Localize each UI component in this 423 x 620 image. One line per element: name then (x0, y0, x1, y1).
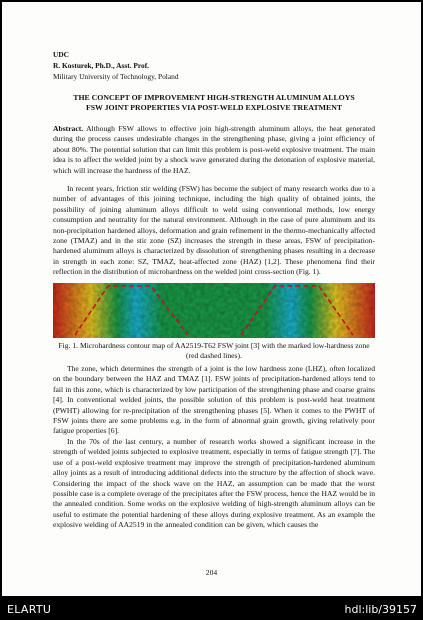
abstract-text: Although FSW allows to effective join high-strength aluminum alloys, the heat generated during the process causes undesirable changes in the strengthening phase, giving a joint efficiency of about 80%. The potential solution that can limit this problem is post-weld explosive treatment. The main idea is to affect the welded joint by a shock wave generated during the detonation of explosive material, which will increase the hardness of the HAZ. (53, 124, 375, 175)
repository-name[interactable]: ELARTU (7, 603, 52, 616)
paragraph-2: The zone, which determines the strength of a joint is the low hardness zone (LHZ), often localized on the boundary between the HAZ and TMAZ [1]. FSW joints of precipitation-hardened alloys tend to fail in this zone, which is characterized by low participation of the strengthening phase and coarse grains [4]. In conventional welded joints, the possible solution of this problem is post-weld heat treatment (PWHT) allowing for re-precipitation of the strengthening phases [5]. When it comes to the PWHT of FSW joints there are some problems e.g. in the form of abnormal grain growth, giving relatively poor fatigue properties [6]. (53, 364, 375, 436)
document-page (2, 2, 421, 596)
paragraph-3: In the 70s of the last century, a number of research works showed a significant increase in the strength of welded joints subjected to explosive treatment, especially in terms of fatigue strength [7]. The use of a post-weld explosive treatment may improve the strength of precipitation-hardened aluminum alloy joints as a result of introducing additional defects into the structure by the affection of shock wave. Considering the impact of the shock wave on the HAZ, an assumption can be made that the worst possible case is a complete overage of the precipitates after the FSW process, hence the HAZ would be in the annealed condition. Some works on the explosive welding of high-strength aluminum alloys can be useful to estimate the potential hardening of these alloys during explosive treatment. As an example the explosive welding of AA2519 in the annealed condition can be given, which causes the (53, 437, 375, 530)
handle-identifier[interactable]: hdl:lib/39157 (344, 603, 417, 616)
udc-label: UDC (53, 50, 70, 59)
author-affiliation: Military University of Technology, Poland (53, 72, 179, 81)
paragraph-1: In recent years, friction stir welding (FSW) has become the subject of many research works due to a number of advantages of this joining technique, including the high quality of obtained joints, the possibility of joining aluminum alloys difficult to weld using conventional methods, low energy consumption and neutrality for the natural environment. Although in the case of pure aluminum and its non-precipitation hardened alloys, deformation and grain refinement in the thermo-mechanically affected zone (TMAZ) and in the stir zone (SZ) increases the strength in these areas, FSW of precipitation-hardened aluminum alloys is characterized by dissolution of strengthening phases resulting in a decrease in strength in each zone: SZ, TMAZ, heat-affected zone (HAZ) [1,2]. These phenomena find their reflection in the distribution of microhardness on the welded joint cross-section (Fig. 1). (53, 184, 375, 277)
figure-caption: Fig. 1. Microhardness contour map of AA2519-T62 FSW joint [3] with the marked low-hardness zone (red dashed lines). (58, 341, 370, 361)
abstract-label: Abstract. (53, 124, 84, 133)
paper-title-line-1: THE CONCEPT OF IMPROVEMENT HIGH-STRENGTH ALUMINUM ALLOYS (73, 93, 355, 102)
repository-footer (0, 598, 423, 620)
contour-map-image (53, 283, 375, 338)
paper-title-line-2: FSW JOINT PROPERTIES VIA POST-WELD EXPLOSIVE TREATMENT (85, 103, 343, 112)
page-number: 204 (205, 568, 218, 577)
microhardness-contour-map (53, 283, 375, 338)
contour-texture (53, 283, 375, 338)
abstract (53, 124, 375, 176)
author-name: R. Kosturek, Ph.D., Asst. Prof. (53, 61, 150, 70)
